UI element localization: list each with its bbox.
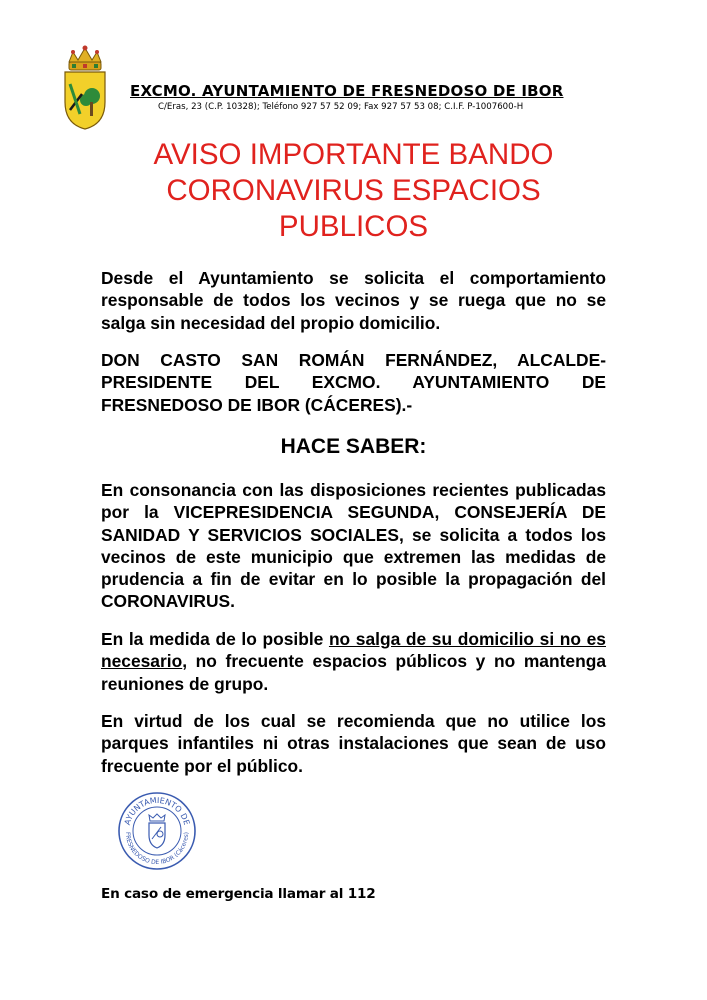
paragraph-recommendation: [101, 628, 606, 695]
section-heading: HACE SABER:: [280, 435, 427, 458]
paragraph-parks: En virtud de los cual se recomienda que no utilice los parques infantiles ni otras instalaciones que sean de uso frecuente por el público.: [101, 711, 606, 776]
emergency-note: En caso de emergencia llamar al 112: [101, 886, 376, 902]
title-line: CORONAVIRUS ESPACIOS: [166, 174, 541, 207]
paragraph-intro: Desde el Ayuntamiento se solicita el comportamiento responsable de todos los vecinos y se ruega que no se salga sin necesidad del propio domicilio.: [101, 268, 606, 333]
paragraph-text: , no frecuente espacios públicos y no mantenga reuniones de grupo.: [101, 651, 606, 694]
seal-bottom-text: FRESNEDOSO DE IBOR (Cáceres): [123, 831, 191, 867]
title-line: AVISO IMPORTANTE BANDO: [153, 138, 554, 171]
seal-top-text: AYUNTAMIENTO DE: [122, 795, 192, 827]
organization-name: EXCMO. AYUNTAMIENTO DE FRESNEDOSO DE IBOR: [130, 82, 564, 100]
underlined-text: no salga de su domicilio si no es necesario: [101, 629, 606, 672]
notice-title: [100, 137, 607, 245]
organization-contact: C/Eras, 23 (C.P. 10328); Teléfono 927 57 52 09; Fax 927 57 53 08; C.I.F. P-1007600-H: [158, 102, 524, 112]
title-line: PUBLICOS: [278, 210, 429, 243]
paragraph-dispositions: En consonancia con las disposiciones recientes publicadas por la VICEPRESIDENCIA SEGUNDA, CONSEJERÍA DE SANIDAD Y SERVICIOS SOCIALES, se solicita a todos los vecinos de este municipio que extremen las medidas de prudencia a fin de evitar en lo posible la propagación del CORONAVIRUS.: [101, 480, 606, 612]
official-seal-icon: [117, 791, 197, 871]
municipal-crest-icon: [62, 44, 108, 130]
paragraph-text: En la medida de lo posible: [101, 629, 329, 649]
paragraph-mayor: DON CASTO SAN ROMÁN FERNÁNDEZ, ALCALDE-PRESIDENTE DEL EXCMO. AYUNTAMIENTO DE FRESNEDOSO DE IBOR (CÁCERES).-: [101, 350, 606, 415]
